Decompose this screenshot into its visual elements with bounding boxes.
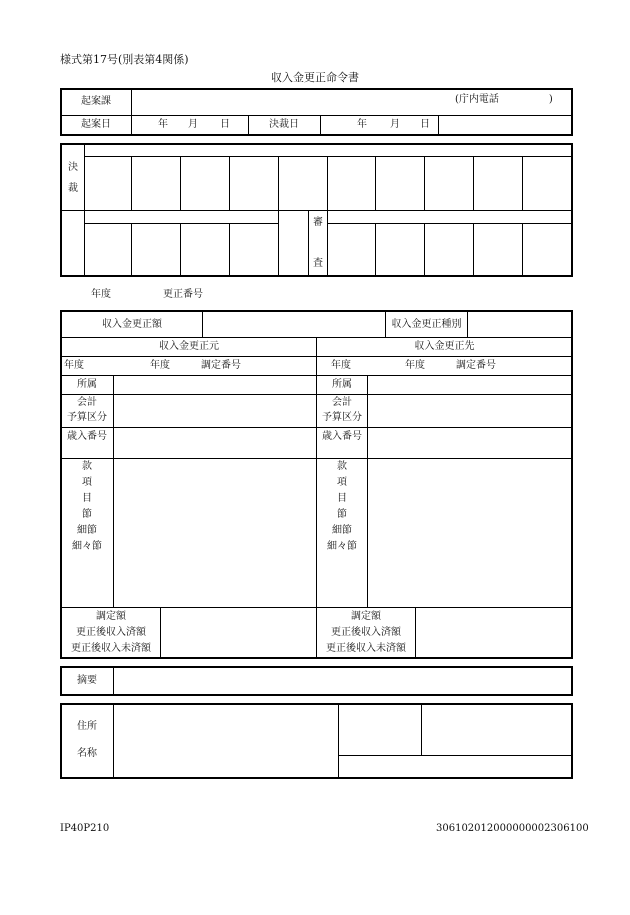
source-setsu-label: 節: [82, 509, 92, 520]
main-label-divider: [415, 607, 416, 659]
dest-affiliation-label: 所属: [332, 379, 352, 390]
summary-label: 摘要: [77, 675, 97, 686]
dest-kan-label: 款: [337, 461, 347, 472]
dest-budget-division-label: 予算区分: [322, 412, 362, 423]
dest-assessment-no-label: 調定番号: [456, 360, 496, 371]
approval-cell-divider: [278, 210, 279, 277]
form-title: 収入金更正命令書: [271, 71, 359, 84]
dest-received-after-label: 更正後収入済額: [331, 627, 401, 638]
address-label: 住所: [77, 721, 97, 732]
summary-divider: [113, 666, 114, 696]
decision-date-label: 決裁日: [269, 119, 299, 130]
dest-accounting-label: 会計: [332, 397, 352, 408]
source-assessed-amount-label: 調定額: [96, 611, 126, 622]
source-received-after-label: 更正後収入済額: [76, 627, 146, 638]
dest-amount-labels: [317, 609, 415, 657]
main-row-line: [60, 427, 573, 428]
dest-saisaisetsu-label: 細々節: [327, 541, 357, 552]
top-row-divider: [60, 115, 573, 116]
source-year-sub-label: 年度: [150, 360, 170, 371]
dest-assessed-amount-label: 調定額: [351, 611, 381, 622]
decision-cell-divider: [278, 156, 279, 210]
main-row-line: [60, 375, 573, 376]
draft-date-year: 年: [158, 119, 168, 130]
approval-lower-header-line: [327, 223, 572, 224]
decision-cell-divider: [327, 156, 328, 210]
main-label-divider: [113, 375, 114, 607]
dest-header: 収入金更正先: [414, 341, 475, 352]
dest-kou-label: 項: [337, 477, 347, 488]
decision-cell-divider: [522, 156, 523, 210]
decision-cell-divider: [424, 156, 425, 210]
dest-year-sub-label: 年度: [405, 360, 425, 371]
approval-cell-divider: [180, 223, 181, 277]
correction-number-label: 更正番号: [163, 289, 203, 300]
dest-revenue-no-label: 歳入番号: [322, 431, 362, 442]
approval-cell-divider: [522, 223, 523, 277]
main-divider: [202, 310, 203, 337]
dest-year-label: 年度: [331, 360, 351, 371]
top-divider: [320, 115, 321, 136]
form-code-right: 306102012000000002306100: [436, 823, 589, 834]
source-accounting-label: 会計: [77, 397, 97, 408]
source-year-label: 年度: [64, 360, 84, 371]
dest-classification-labels: [317, 459, 367, 555]
review-label-2: 査: [313, 258, 323, 269]
draft-date-day: 日: [220, 119, 230, 130]
approval-cell-divider: [473, 223, 474, 277]
dest-moku-label: 目: [337, 493, 347, 504]
top-label-divider: [131, 88, 132, 136]
approval-cell-divider: [131, 223, 132, 277]
approval-header-line: [84, 156, 572, 157]
main-label-divider: [367, 375, 368, 607]
draft-date-month: 月: [188, 119, 198, 130]
address-label-divider: [113, 703, 114, 779]
main-row-line: [60, 356, 573, 357]
review-label-divider: [327, 210, 328, 277]
decision-cell-divider: [375, 156, 376, 210]
main-row-line: [60, 607, 573, 608]
source-assessment-no-label: 調定番号: [201, 360, 241, 371]
type-label: 収入金更正種別: [391, 319, 462, 330]
source-kan-label: 款: [82, 461, 92, 472]
summary-box: [60, 666, 573, 696]
approval-middle-line: [60, 210, 573, 211]
decision-cell-divider: [131, 156, 132, 210]
main-row-line: [60, 394, 573, 395]
source-classification-labels: [62, 459, 112, 555]
approval-lower-header-line: [84, 223, 278, 224]
source-saisaisetsu-label: 細々節: [72, 541, 102, 552]
source-header: 収入金更正元: [159, 341, 219, 352]
source-revenue-no-label: 歳入番号: [67, 431, 107, 442]
name-label: 名称: [77, 748, 97, 759]
top-divider: [438, 115, 439, 136]
decision-date-month: 月: [390, 119, 400, 130]
source-amount-labels: [62, 609, 160, 657]
address-divider: [421, 703, 422, 755]
dest-unreceived-after-label: 更正後収入未済額: [326, 643, 406, 654]
dest-setsu-label: 節: [337, 509, 347, 520]
source-affiliation-label: 所属: [77, 379, 97, 390]
source-moku-label: 目: [82, 493, 92, 504]
amount-label: 収入金更正額: [102, 319, 162, 330]
section-label: 起案課: [81, 96, 111, 107]
address-row-line: [338, 755, 572, 756]
decision-label-2: 裁: [68, 183, 78, 194]
main-divider: [467, 310, 468, 337]
source-unreceived-after-label: 更正後収入未済額: [71, 643, 151, 654]
main-label-divider: [160, 607, 161, 659]
fiscal-year-label: 年度: [91, 289, 111, 300]
decision-date-year: 年: [357, 119, 367, 130]
address-table: [60, 703, 573, 779]
top-divider: [248, 115, 249, 136]
approval-cell-divider: [424, 223, 425, 277]
decision-cell-divider: [229, 156, 230, 210]
address-divider: [338, 703, 339, 779]
decision-cell-divider: [473, 156, 474, 210]
source-saisetsu-label: 細節: [77, 525, 97, 536]
review-label-divider: [308, 210, 309, 277]
decision-date-day: 日: [420, 119, 430, 130]
approval-cell-divider: [375, 223, 376, 277]
source-kou-label: 項: [82, 477, 92, 488]
draft-date-label: 起案日: [81, 119, 111, 130]
dest-saisetsu-label: 細節: [332, 525, 352, 536]
form-number: 様式第17号(別表第4関係): [60, 53, 189, 66]
decision-cell-divider: [180, 156, 181, 210]
approval-cell-divider: [229, 223, 230, 277]
phone-label: (庁内電話 ): [455, 94, 553, 105]
decision-label-1: 決: [68, 162, 78, 173]
source-budget-division-label: 予算区分: [67, 412, 107, 423]
form-code-left: IP40P210: [60, 823, 110, 834]
review-label-1: 審: [313, 217, 323, 228]
